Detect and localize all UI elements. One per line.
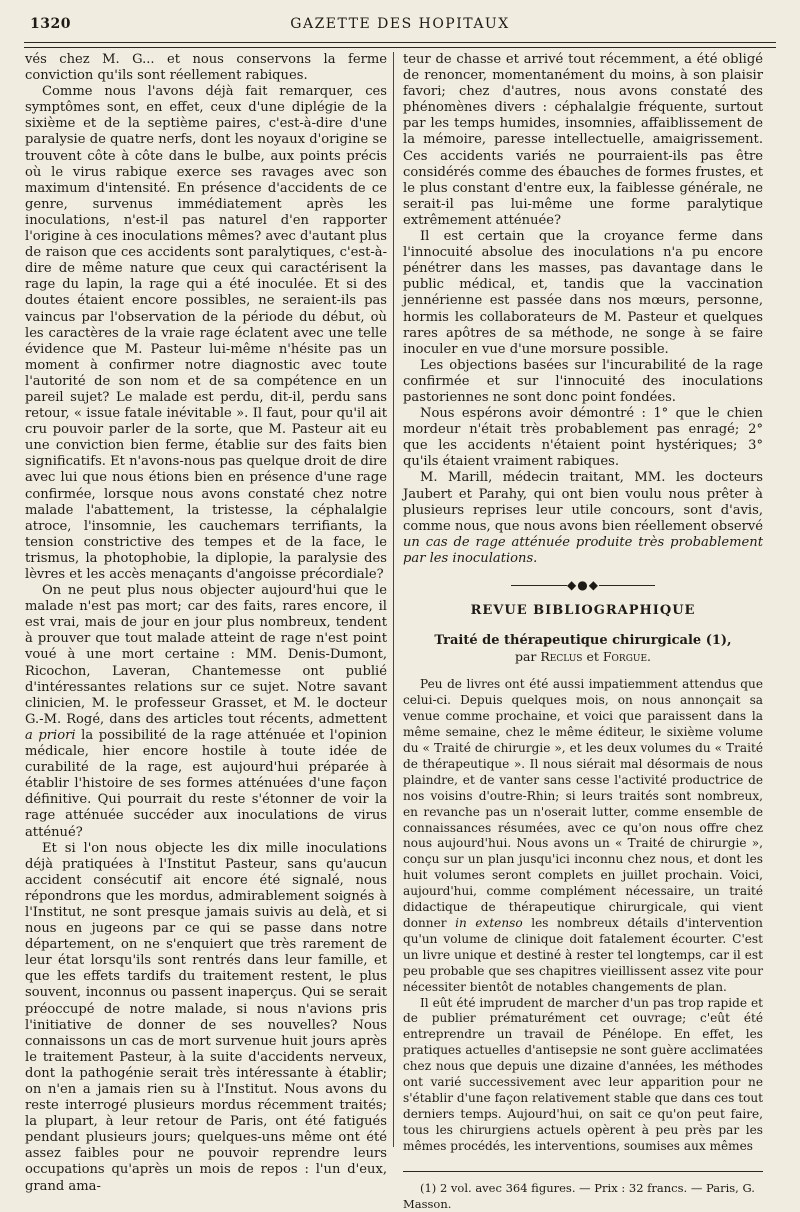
footnote-rule (403, 1171, 763, 1172)
italic-text: a priori (25, 727, 76, 743)
header-double-rule (24, 42, 776, 48)
italic-text: in extenso (455, 915, 523, 930)
paragraph: Et si l'on nous objecte les dix mille inoculations déjà pratiquées à l'Institut Pasteur, sans qu'aucun accident consécutif ait encore été signalé, nous répondrons que les mordus, admirablement soignés à l'Institut, ne sont presque jamais suivis au delà, et si nous en jugeons par ce qui se passe dans notre département, on ne s'enquiert que très rarement de leur état lorsqu'ils sont rentrés dans leur famille, et que les effets tardifs du traitement restent, le plus souvent, inconnus ou passent inaperçus. Qui se serait préoccupé de notre malade, si nous n'avions pris l'initiative de donner de ses nouvelles? Nous connaissons un cas de mort survenue huit jours après le traitement Pasteur, à la suite d'accidents nerveux, dont la pathogénie serait très intéressante à établir; on n'en a jamais rien su à l'Institut. Nous avons du reste interrogé plusieurs mordus récemment traités; la plupart, à leur retour de Paris, ont été fatigués pendant plusieurs jours; quelques-uns même ont été assez faibles pour ne pouvoir reprendre leurs occupations qu'après un mois de repos : l'un d'eux, grand ama- (25, 840, 387, 1194)
paragraph: Il eût été imprudent de marcher d'un pas trop rapide et de publier prématurément cet ouvrage; c'eût été entreprendre un travail de Pénélope. En effet, les pratiques actuelles d'antisepsie ne sont guère acclimatées chez nous que depuis une dizaine d'années, les méthodes ont varié successivement avec leur apparition pour ne s'établir d'une façon relativement stable que dans ces tout derniers temps. Aujourd'hui, on sait ce qu'on peut faire, tous les chirurgiens actuels opèrent à peu près par les mêmes procédés, les interventions, soumises aux mêmes (403, 995, 763, 1153)
italic-text: un cas de rage atténuée produite très probablement par les inoculations. (403, 534, 763, 566)
text-run: On ne peut plus nous objecter aujourd'hui que le malade n'est pas mort; car des faits, rares encore, il est vrai, mais de jour en jour plus nombreux, tendent à prouver que tout malade atteint de rage n'est point voué à une mort certaine : MM. Denis-Dumont, Ricochon, Laveran, Chantemesse ont publié d'intéressantes relations sur ce sujet. Notre savant clinicien, M. le professeur Grasset, et M. le docteur G.-M. Rogé, dans des articles tout récents, admettent (25, 583, 387, 727)
ornament-line (599, 585, 655, 586)
text-run: la possibilité de la rage atténuée et l'opinion médicale, hier encore hostile à toute idée de curabilité de la rage, est aujourd'hui préparée à établir l'histoire de ses formes atténuées d'une façon définitive. Qui pourrait du reste s'étonner de voir la rage atténuée succéder aux inoculations de virus atténué? (25, 727, 387, 840)
page-number: 1320 (30, 16, 71, 32)
paragraph: Il est certain que la croyance ferme dans l'innocuité absolue des inoculations n'a pu encore pénétrer dans les masses, pas davantage dans le public médical, et, tandis que la vaccination jennérienne est passée dans nos mœurs, personne, hormis les collaborateurs de M. Pasteur et quelques rares apôtres de sa méthode, ne songe à se faire inoculer en vue d'une morsure possible. (403, 229, 763, 357)
review-title: Traité de thérapeutique chirurgicale (1), (434, 633, 732, 649)
paragraph: teur de chasse et arrivé tout récemment, a été obligé de renoncer, momentanément du moins, à son plaisir favori; chez d'autres, nous avons constaté des phénomènes divers : céphalalgie fréquente, surtout par les temps humides, insomnies, affaiblissement de la mémoire, paresse intellectuelle, amaigrissement. Ces accidents variés ne pourraient-ils pas être considérés comme des ébauches de formes frustes, et le plus constant d'entre eux, la faiblesse générale, ne serait-il pas lui-même une forme paralytique extrêmement atténuée? (403, 52, 763, 228)
paragraph (403, 677, 763, 995)
right-column (403, 52, 763, 1212)
author-name: Forgue. (602, 649, 652, 665)
author-name: Reclus (540, 649, 583, 665)
text-run: les nombreux détails d'intervention qu'un volume de clinique doit fatalement écourter. C'est un livre unique et destiné à rester tel longtemps, car il est peu probable que ses chapitres vieillissent assez vite pour nécessiter bientôt de notables changements de plan. (403, 915, 763, 994)
review-body (403, 677, 763, 1154)
paragraph (25, 583, 387, 841)
ornament-line (511, 585, 567, 586)
paragraph: Comme nous l'avons déjà fait remarquer, ces symptômes sont, en effet, ceux d'une diplégie de la sixième et de la septième paires, c'est-à-dire d'une paralysie de quatre nerfs, dont les noyaux d'origine se trouvent côte à côte dans le bulbe, aux points précis où le virus rabique exerce ses ravages avec son maximum d'intensité. En présence d'accidents de ce genre, survenus immédiatement après les inoculations, n'est-il pas naturel d'en rapporter l'origine à ces inoculations mêmes? avec d'autant plus de raison que ces accidents sont paralytiques, c'est-à-dire de même nature que ceux qui caractérisent la rage du lapin, la rage qui a été inoculée. Et si des doutes étaient encore possibles, ne seraient-ils pas vaincus par l'observation de la période du début, où les caractères de la vraie rage éclatent avec une telle évidence que M. Pasteur lui-même n'hésite pas un moment à confirmer notre diagnostic avec toute l'autorité de son nom et de sa compétence en un pareil sujet? Le malade est perdu, dit-il, perdu sans retour, « issue fatale inévitable ». Il faut, pour qu'il ait cru pouvoir parler de la sorte, que M. Pasteur ait eu une conviction bien ferme, établie sur des faits bien significatifs. Et n'avons-nous pas quelque droit de dire avec lui que nous étions bien en présence d'une rage confirmée, lorsque nous avons constaté chez notre malade l'abattement, la tristesse, la céphalalgie atroce, l'insomnie, les cauchemars terrifiants, la tension constrictive des tempes et de la face, le trismus, la photophobie, la diplopie, la paralysie des lèvres et les accès menaçants d'angoisse précordiale? (25, 84, 387, 582)
text-run: M. Marill, médecin traitant, MM. les docteurs Jaubert et Parahy, qui ont bien voulu nous prêter à plusieurs reprises leur utile concours, sont d'avis, comme nous, que nous avons bien réellement observé (403, 470, 763, 534)
paragraph (403, 470, 763, 567)
review-authors (403, 649, 763, 665)
text-run: et (586, 649, 599, 665)
paragraph: Les objections basées sur l'incurabilité de la rage confirmée et sur l'innocuité des inoculations pastoriennes ne sont donc point fondées. (403, 357, 763, 405)
left-column (25, 52, 387, 1195)
text-run: Peu de livres ont été aussi impatiemment attendus que celui-ci. Depuis quelques mois, on nous annonçait sa venue comme prochaine, et voici que paraissent dans la même semaine, chez le même éditeur, le sixième volume du « Traité de chirurgie », et les deux volumes du « Traité de thérapeutique ». Il nous siérait mal désormais de nous plaindre, et de vanter sans cesse l'activité productrice de nos voisins d'outre-Rhin; si leurs traités sont nombreux, en revanche pas un n'oserait lutter, comme ensemble de connaissances résumées, avec ce qu'on nous offre chez nous aujourd'hui. Nous avons un « Traité de chirurgie », conçu sur un plan jusqu'ici inconnu chez nous, et dont les huit volumes seront complets en juillet prochain. Voici, aujourd'hui, comme complément nécessaire, un traité didactique de thérapeutique chirurgicale, qui vient donner (403, 677, 763, 930)
section-ornament: ◆●◆ (403, 577, 763, 593)
footnote: (1) 2 vol. avec 364 figures. — Prix : 32 francs. — Paris, G. Masson. (403, 1180, 755, 1211)
column-divider (393, 52, 394, 1147)
journal-title: GAZETTE DES HOPITAUX (290, 16, 510, 32)
page-header (24, 14, 776, 36)
paragraph: vés chez M. G... et nous conservons la ferme conviction qu'ils sont réellement rabiques. (25, 52, 387, 84)
paragraph: Nous espérons avoir démontré : 1° que le chien mordeur n'était très probablement pas enragé; 2° que les accidents n'étaient point hystériques; 3° qu'ils étaient vraiment rabiques. (403, 406, 763, 470)
section-title: REVUE BIBLIOGRAPHIQUE (470, 603, 696, 619)
text-run: par (514, 649, 537, 665)
